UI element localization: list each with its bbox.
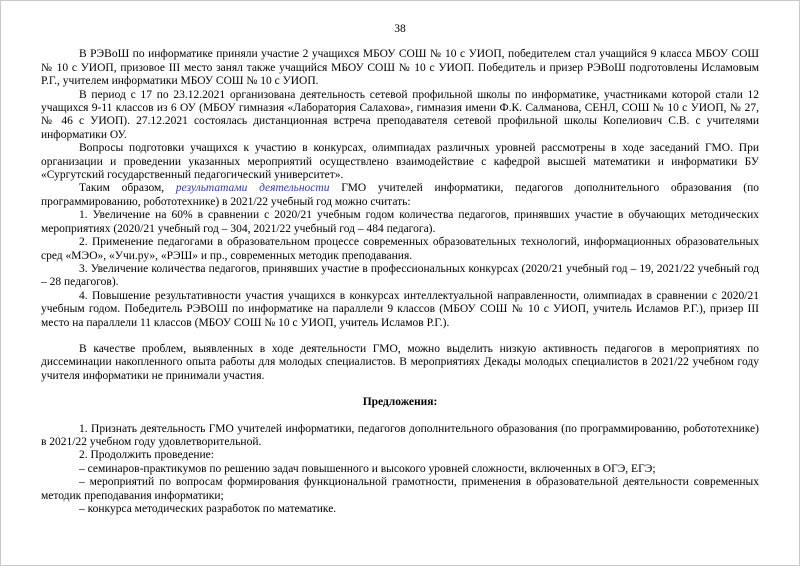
paragraph xyxy=(41,449,759,462)
text-run: 3. Увеличение количества педагогов, принявших участие в профессиональных конкурсах (2020/21 учебный год – 19, 2021/22 учебный год – 28 педагогов). xyxy=(41,262,759,289)
text-run: 2. Применение педагогами в образовательном процессе современных образовательных технологий, информационных образовательных сред «МЭО», «Учи.ру», «РЭШ» и пр., современных методик преподавания. xyxy=(41,236,759,262)
text-run: ГМО учителей информатики, педагогов дополнительного образования (по программированию, робототехнике) в 2021/22 учебный год можно считать: xyxy=(41,182,760,208)
paragraph xyxy=(41,343,759,383)
paragraph xyxy=(41,48,759,88)
text-run: Таким образом, xyxy=(79,182,176,195)
document-content xyxy=(41,48,759,516)
text-run: 1. Признать деятельность ГМО учителей информатики, педагогов дополнительного образования (по программированию, робототехнике) в 2021/22 учебном году удовлетворительной. xyxy=(41,422,759,448)
paragraph xyxy=(41,182,759,209)
text-run: – конкурса методических разработок по математике. xyxy=(79,503,337,515)
paragraph xyxy=(41,463,759,476)
text-run: 2. Продолжить проведение: xyxy=(79,449,214,462)
paragraph xyxy=(41,503,759,516)
text-run: – мероприятий по вопросам формирования функциональной грамотности, применения в образовательной деятельности современных методик преподавания информатики; xyxy=(41,476,759,502)
text-run: Предложения: xyxy=(362,396,438,409)
paragraph xyxy=(41,209,759,236)
text-run: 4. Повышение результативности участия учащихся в конкурсах интеллектуальной направленности, олимпиадах в сравнении с 2020/21 учебным годом. Победитель РЭВОШ по информатике на параллели 9 классов (МБОУ СОШ № 10 с УИОП, учитель Исламов Р.Г.), призер III место на параллели 11 классов (МБОУ СОШ № 10 с УИОП, учитель Исламов Р.Г.). xyxy=(41,289,759,329)
paragraph xyxy=(41,290,759,330)
text-run: – семинаров-практикумов по решению задач повышенного и высокого уровней сложности, включенных в ОГЭ, ЕГЭ; xyxy=(79,462,656,475)
paragraph xyxy=(41,142,759,182)
section-heading xyxy=(41,396,759,409)
text-run: В качестве проблем, выявленных в ходе деятельности ГМО, можно выделить низкую активность педагогов в мероприятиях по диссеминации накопленного опыта работы для молодых специалистов. В мероприятиях Декады молодых специалистов в 2021/22 учебном году учителя информатики не принимали участия. xyxy=(41,342,759,382)
paragraph xyxy=(41,476,759,503)
paragraph xyxy=(41,89,759,143)
paragraph xyxy=(41,236,759,263)
paragraph xyxy=(41,423,759,450)
text-run: В РЭВоШ по информатике приняли участие 2 учащихся МБОУ СОШ № 10 с УИОП, победителем стал учащийся 9 класса МБОУ СОШ № 10 с УИОП, призовое III место занял также учащийся МБОУ СОШ № 10 с УИОП. Победитель и призер РЭВоШ подготовлены Исламовым Р.Г., учителем информатики МБОУ СОШ № 10 с УИОП. xyxy=(41,48,759,88)
text-run: Вопросы подготовки учащихся к участию в конкурсах, олимпиадах различных уровней рассмотрены в ходе заседаний ГМО. При организации и проведении указанных мероприятий осуществлено взаимодействие с кафедрой высшей математики и информатики БУ «Сургутский государственный педагогический университет». xyxy=(41,142,759,182)
text-run: 1. Увеличение на 60% в сравнении с 2020/21 учебным годом количества педагогов, принявших участие в обучающих методических мероприятиях (2020/21 учебный год – 304, 2021/22 учебный год – 484 педагога). xyxy=(41,209,759,235)
accent-text: результатами деятельности xyxy=(175,182,330,195)
paragraph xyxy=(41,263,759,290)
text-run: В период с 17 по 23.12.2021 организована деятельность сетевой профильной школы по информатике, участниками которой стали 12 учащихся 9-11 классов из 6 ОУ (МБОУ гимназия «Лаборатория Салахова», гимназия имени Ф.К. Салманова, СЕНЛ, СОШ № 10 с УИОП, № 27, № 46 с УИОП). 27.12.2021 состоялась дистанционная встреча преподавателя сетевой профильной школы Копелиович С.В. с учителями информатики ОУ. xyxy=(41,88,759,141)
page-number: 38 xyxy=(394,23,406,35)
